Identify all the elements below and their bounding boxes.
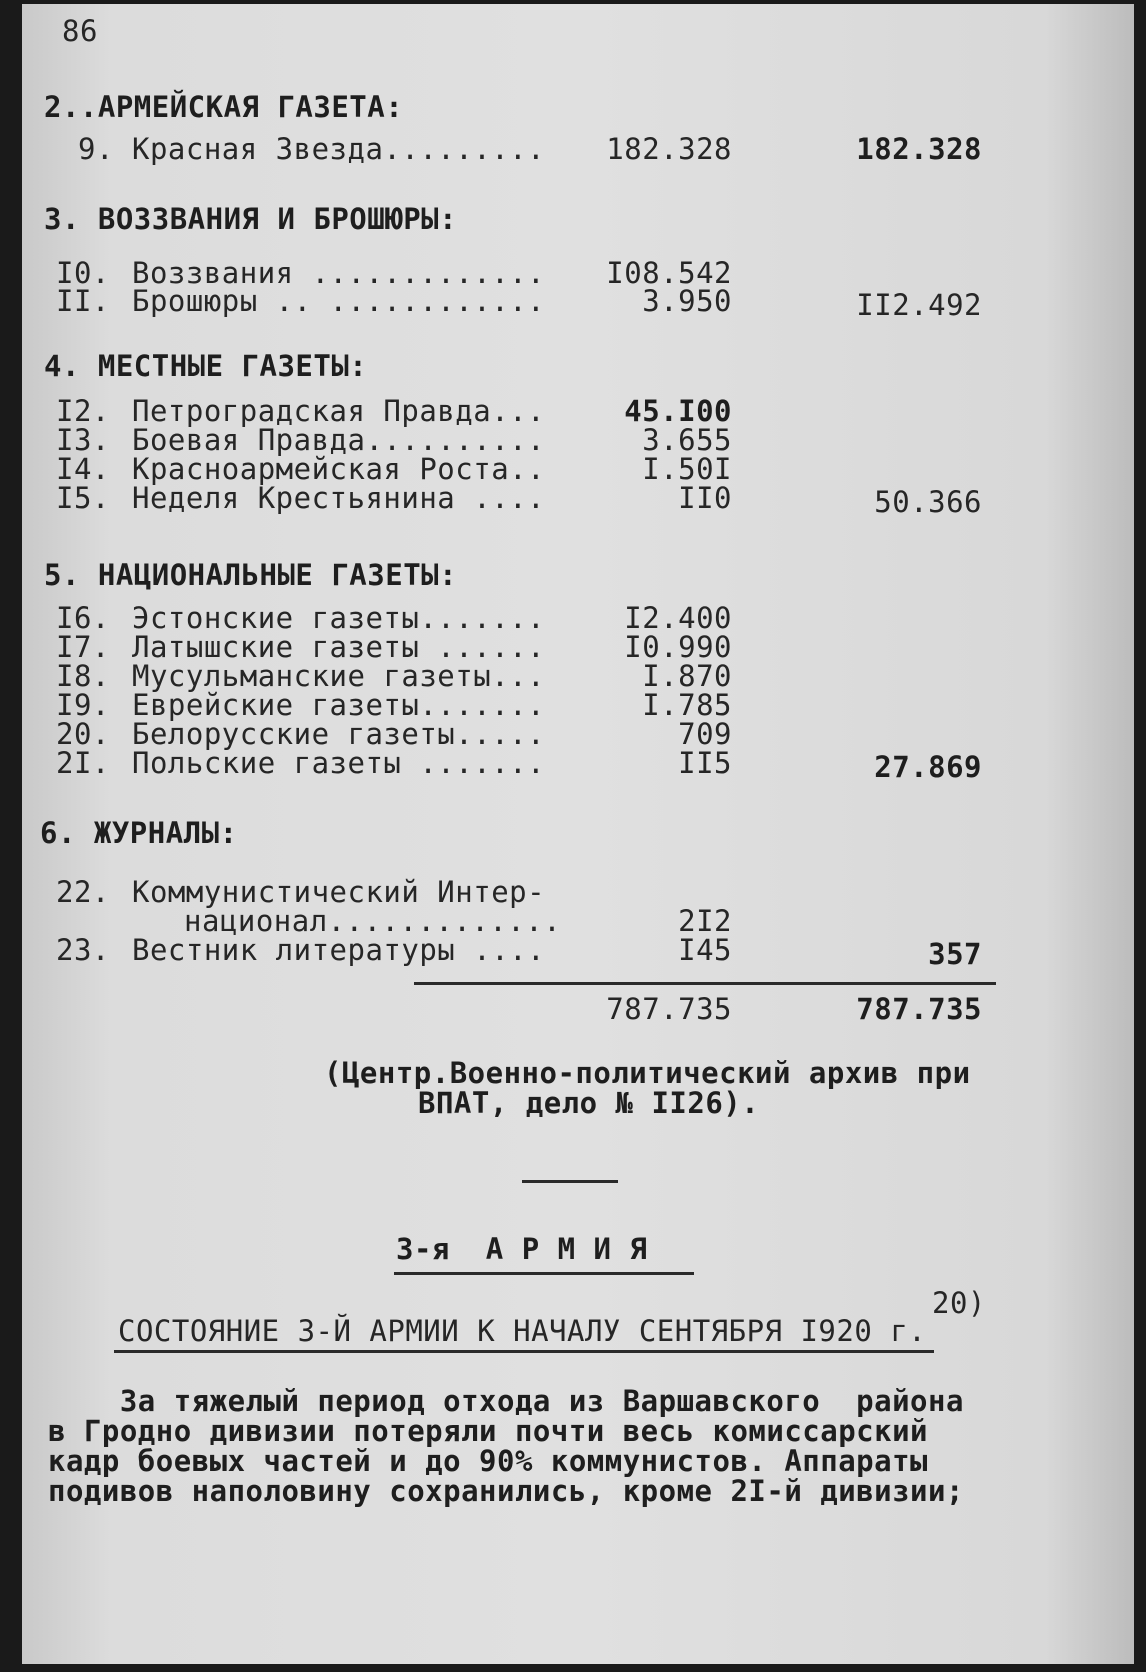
item-number: II. bbox=[56, 284, 110, 318]
section-total: II2.492 bbox=[856, 288, 982, 322]
item-name: Эстонские газеты....... bbox=[132, 601, 546, 635]
section-heading: 3. ВОЗЗВАНИЯ И БРОШЮРЫ: bbox=[44, 202, 458, 236]
item-number: I9. bbox=[56, 688, 110, 722]
army-title: 3-я А Р М И Я bbox=[396, 1232, 648, 1266]
item-name: Мусульманские газеты... bbox=[132, 659, 546, 693]
item-number: 23. bbox=[56, 933, 110, 967]
item-name: Белорусские газеты..... bbox=[132, 717, 546, 751]
item-number: I3. bbox=[56, 423, 110, 457]
item-number: 22. bbox=[56, 875, 110, 909]
item-value: 2I2 bbox=[678, 904, 732, 938]
item-value: II0 bbox=[678, 481, 732, 515]
item-value: I.785 bbox=[642, 688, 732, 722]
item-value: I08.542 bbox=[606, 256, 732, 290]
section-total: 50.366 bbox=[874, 485, 982, 519]
item-value: I45 bbox=[678, 933, 732, 967]
item-name: Красная Звезда......... bbox=[132, 132, 546, 166]
source-citation-line2: ВПАТ, дело № II26). bbox=[418, 1086, 760, 1120]
item-name: Боевая Правда.......... bbox=[132, 423, 546, 457]
item-number: 2I. bbox=[56, 746, 110, 780]
item-name: Неделя Крестьянина .... bbox=[132, 481, 546, 515]
grand-total-2: 787.735 bbox=[856, 992, 982, 1026]
item-value: I.870 bbox=[642, 659, 732, 693]
paragraph-line: кадр боевых частей и до 90% коммунистов. Аппараты bbox=[48, 1444, 929, 1478]
separator-dash bbox=[522, 1180, 618, 1183]
item-value: 709 bbox=[678, 717, 732, 751]
item-number: I4. bbox=[56, 452, 110, 486]
grand-total-1: 787.735 bbox=[606, 992, 732, 1026]
item-number: I8. bbox=[56, 659, 110, 693]
item-number: I7. bbox=[56, 630, 110, 664]
item-name: Воззвания ............. bbox=[132, 256, 546, 290]
subtitle-underline bbox=[114, 1350, 934, 1353]
item-number: I0. bbox=[56, 256, 110, 290]
army-title-underline bbox=[394, 1272, 694, 1275]
item-name: Брошюры .. ............ bbox=[132, 284, 546, 318]
item-name: Вестник литературы .... bbox=[132, 933, 546, 967]
item-value: 3.950 bbox=[642, 284, 732, 318]
source-citation-line1: (Центр.Военно-политический архив при bbox=[324, 1056, 971, 1090]
document-page bbox=[22, 4, 1134, 1664]
paragraph-line: подивов наполовину сохранились, кроме 2I-й дивизии; bbox=[48, 1474, 964, 1508]
totals-rule bbox=[414, 982, 996, 985]
paragraph-line: За тяжелый период отхода из Варшавского района bbox=[48, 1384, 964, 1418]
item-value: 182.328 bbox=[606, 132, 732, 166]
item-number: 9. bbox=[78, 132, 114, 166]
item-number: 20. bbox=[56, 717, 110, 751]
item-name: Коммунистический Интер- bbox=[132, 875, 546, 909]
section-heading: 5. НАЦИОНАЛЬНЫЕ ГАЗЕТЫ: bbox=[44, 558, 458, 592]
item-value: I2.400 bbox=[624, 601, 732, 635]
section-heading: 4. МЕСТНЫЕ ГАЗЕТЫ: bbox=[44, 349, 368, 383]
item-name: Красноармейская Роста.. bbox=[132, 452, 546, 486]
item-name: Польские газеты ....... bbox=[132, 746, 546, 780]
section-total: 27.869 bbox=[874, 750, 982, 784]
item-name: Петроградская Правда... bbox=[132, 394, 546, 428]
section-subtitle: СОСТОЯНИЕ 3-Й АРМИИ К НАЧАЛУ СЕНТЯБРЯ I920 г. bbox=[118, 1314, 927, 1348]
section-total: 357 bbox=[928, 937, 982, 971]
item-number: I2. bbox=[56, 394, 110, 428]
section-total: 182.328 bbox=[856, 132, 982, 166]
item-value: II5 bbox=[678, 746, 732, 780]
footnote-reference: 20) bbox=[932, 1286, 986, 1320]
item-name: Латышские газеты ...... bbox=[132, 630, 546, 664]
paragraph-line: в Гродно дивизии потеряли почти весь комиссарский bbox=[48, 1414, 929, 1448]
section-heading: 2..АРМЕЙСКАЯ ГАЗЕТА: bbox=[44, 90, 404, 124]
item-value: 3.655 bbox=[642, 423, 732, 457]
section-heading: 6. ЖУРНАЛЫ: bbox=[40, 816, 238, 850]
item-value: I0.990 bbox=[624, 630, 732, 664]
item-number: I5. bbox=[56, 481, 110, 515]
item-name: Еврейские газеты....... bbox=[132, 688, 546, 722]
item-name-continuation: национал............. bbox=[184, 904, 562, 938]
item-number: I6. bbox=[56, 601, 110, 635]
page-number: 86 bbox=[62, 14, 98, 48]
item-value: 45.I00 bbox=[624, 394, 732, 428]
item-value: I.50I bbox=[642, 452, 732, 486]
